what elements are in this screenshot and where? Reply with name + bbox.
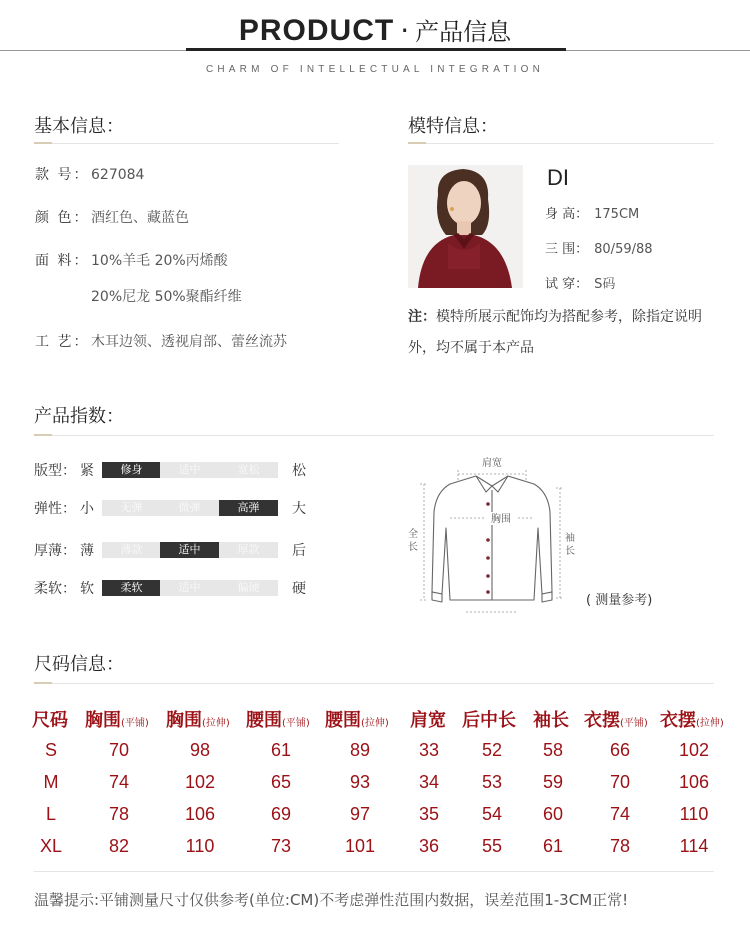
size-header bbox=[660, 706, 724, 732]
size-value-cell: 33 bbox=[418, 740, 440, 760]
diagram-length-label: 全长 bbox=[408, 529, 418, 553]
size-header-main: 袖长 bbox=[533, 710, 569, 731]
index-option: 适中 bbox=[160, 580, 219, 596]
fabric-label: 面 料： bbox=[35, 253, 90, 269]
index-option: 微弹 bbox=[160, 500, 219, 516]
model-height-row bbox=[545, 203, 639, 222]
index-option: 适中 bbox=[160, 462, 219, 478]
size-value-cell: 65 bbox=[270, 772, 292, 792]
model-tryon-label: 试 穿： bbox=[545, 277, 589, 292]
size-value-cell: 34 bbox=[418, 772, 440, 792]
size-header bbox=[584, 706, 648, 732]
model-measure-label: 三 围： bbox=[545, 242, 589, 257]
index-high-label: 松 bbox=[292, 463, 306, 479]
index-option-selected: 柔软 bbox=[102, 580, 161, 596]
color-value: 酒红色、藏蓝色 bbox=[91, 210, 189, 226]
title-cn: 产品信息 bbox=[415, 18, 512, 46]
craft-value: 木耳边领、透视肩部、蕾丝流苏 bbox=[91, 334, 287, 350]
size-value-cell: 70 bbox=[609, 772, 631, 792]
header-underline bbox=[186, 48, 566, 51]
shirt-measure-diagram bbox=[402, 452, 582, 632]
index-row bbox=[34, 498, 314, 518]
header-divider-left bbox=[0, 50, 186, 51]
model-photo bbox=[408, 165, 523, 288]
size-value-cell: 69 bbox=[270, 804, 292, 824]
size-header-main: 腰围 bbox=[246, 710, 282, 731]
size-header-main: 后中长 bbox=[462, 710, 516, 731]
basic-info-title: 基本信息： bbox=[34, 116, 124, 137]
size-header bbox=[462, 706, 516, 732]
index-low-label: 紧 bbox=[80, 463, 94, 479]
model-height-label: 身 高： bbox=[545, 207, 589, 222]
size-value-cell: 82 bbox=[108, 836, 130, 856]
index-option: 厚款 bbox=[219, 542, 278, 558]
size-label-cell: L bbox=[45, 804, 56, 824]
item-number-row bbox=[35, 164, 144, 184]
size-header bbox=[533, 706, 569, 732]
size-value-cell: 114 bbox=[679, 836, 709, 856]
size-value-cell: 59 bbox=[542, 772, 564, 792]
color-label: 颜 色： bbox=[35, 210, 90, 226]
size-header bbox=[410, 706, 446, 732]
size-value-cell: 74 bbox=[108, 772, 130, 792]
index-row bbox=[34, 540, 314, 560]
size-value-cell: 97 bbox=[349, 804, 371, 824]
model-measure-value: 80/59/88 bbox=[594, 242, 653, 257]
index-high-label: 大 bbox=[292, 501, 306, 517]
size-label-cell: XL bbox=[39, 836, 63, 856]
size-label-cell: S bbox=[44, 740, 57, 760]
size-value-cell: 73 bbox=[270, 836, 292, 856]
note-text: 模特所展示配饰均为搭配参考，除指定说明外，均不属于本产品 bbox=[408, 309, 702, 356]
size-header bbox=[246, 706, 310, 732]
index-option: 薄款 bbox=[102, 542, 161, 558]
model-measure-row bbox=[545, 238, 653, 257]
index-low-label: 小 bbox=[80, 501, 94, 517]
product-index-title: 产品指数： bbox=[34, 406, 124, 427]
size-value-cell: 98 bbox=[189, 740, 211, 760]
size-header-main: 腰围 bbox=[325, 710, 361, 731]
index-row-label: 厚薄： bbox=[34, 543, 76, 559]
size-value-cell: 61 bbox=[270, 740, 292, 760]
item-number-value: 627084 bbox=[91, 167, 145, 183]
page-subtitle: CHARM OF INTELLECTUAL INTEGRATION bbox=[205, 64, 545, 75]
size-value-cell: 78 bbox=[609, 836, 631, 856]
index-row bbox=[34, 460, 314, 480]
header-divider-right bbox=[566, 50, 750, 51]
index-high-label: 硬 bbox=[292, 581, 306, 597]
model-info-rule bbox=[408, 143, 714, 144]
size-header-main: 衣摆 bbox=[584, 710, 620, 731]
color-row bbox=[35, 207, 189, 227]
size-value-cell: 102 bbox=[184, 772, 216, 792]
index-low-label: 软 bbox=[80, 581, 94, 597]
index-row-label: 弹性： bbox=[34, 501, 76, 517]
index-option-selected: 适中 bbox=[160, 542, 219, 558]
diagram-shoulder-label: 肩宽 bbox=[482, 458, 502, 469]
size-header-sub: (拉伸) bbox=[202, 718, 230, 729]
index-option-selected: 修身 bbox=[102, 462, 161, 478]
size-header-sub: (拉伸) bbox=[361, 718, 389, 729]
model-name: DI bbox=[547, 165, 569, 190]
index-row-label: 柔软： bbox=[34, 581, 76, 597]
size-header-sub: (平铺) bbox=[620, 718, 648, 729]
size-value-cell: 54 bbox=[481, 804, 503, 824]
model-tryon-value: S码 bbox=[594, 277, 616, 292]
size-header-main: 衣摆 bbox=[660, 710, 696, 731]
size-header-sub: (拉伸) bbox=[696, 718, 724, 729]
index-row-label: 版型： bbox=[34, 463, 76, 479]
size-header-main: 尺码 bbox=[32, 710, 68, 731]
size-value-cell: 36 bbox=[418, 836, 440, 856]
index-high-label: 后 bbox=[292, 543, 306, 559]
size-table-rule bbox=[34, 871, 714, 872]
page-header bbox=[0, 0, 750, 90]
size-value-cell: 66 bbox=[609, 740, 631, 760]
fabric-row-2 bbox=[91, 286, 242, 306]
index-row bbox=[34, 578, 314, 598]
note-label: 注： bbox=[408, 309, 436, 325]
size-value-cell: 102 bbox=[678, 740, 710, 760]
fabric-row bbox=[35, 250, 228, 270]
size-value-cell: 110 bbox=[679, 804, 709, 824]
size-value-cell: 52 bbox=[481, 740, 503, 760]
size-value-cell: 106 bbox=[678, 772, 710, 792]
size-value-cell: 78 bbox=[108, 804, 130, 824]
size-value-cell: 58 bbox=[542, 740, 564, 760]
fabric-value-1: 10%羊毛 20%丙烯酸 bbox=[91, 253, 228, 269]
index-option-selected: 高弹 bbox=[219, 500, 278, 516]
index-low-label: 薄 bbox=[80, 543, 94, 559]
index-option: 偏硬 bbox=[219, 580, 278, 596]
size-value-cell: 70 bbox=[108, 740, 130, 760]
size-value-cell: 93 bbox=[349, 772, 371, 792]
index-option: 宽松 bbox=[219, 462, 278, 478]
craft-label: 工 艺： bbox=[35, 334, 90, 350]
index-option: 无弹 bbox=[102, 500, 161, 516]
size-header-main: 胸围 bbox=[166, 710, 202, 731]
size-value-cell: 35 bbox=[418, 804, 440, 824]
size-value-cell: 74 bbox=[609, 804, 631, 824]
model-tryon-row bbox=[545, 273, 615, 292]
size-value-cell: 89 bbox=[349, 740, 371, 760]
size-value-cell: 61 bbox=[542, 836, 564, 856]
model-info-title: 模特信息： bbox=[408, 116, 498, 137]
size-value-cell: 101 bbox=[344, 836, 376, 856]
size-info-rule bbox=[34, 683, 714, 684]
measure-reference: ( 测量参考) bbox=[586, 593, 653, 608]
title-separator: · bbox=[400, 14, 410, 47]
basic-info-rule bbox=[34, 143, 339, 144]
size-header bbox=[325, 706, 389, 732]
size-header-sub: (平铺) bbox=[121, 718, 149, 729]
fabric-value-2: 20%尼龙 50%聚酯纤维 bbox=[91, 289, 242, 305]
title-en: PRODUCT bbox=[238, 14, 395, 47]
size-header bbox=[85, 706, 149, 732]
size-header bbox=[166, 706, 230, 732]
diagram-sleeve-label: 袖长 bbox=[565, 533, 575, 557]
size-value-cell: 110 bbox=[185, 836, 215, 856]
size-value-cell: 55 bbox=[481, 836, 503, 856]
product-index-rule bbox=[34, 435, 714, 436]
size-header bbox=[32, 706, 68, 732]
page-title bbox=[0, 12, 750, 48]
model-note bbox=[408, 302, 716, 364]
size-info-title: 尺码信息： bbox=[34, 654, 124, 675]
size-value-cell: 106 bbox=[184, 804, 216, 824]
craft-row bbox=[35, 331, 287, 351]
size-label-cell: M bbox=[43, 772, 59, 792]
size-header-main: 胸围 bbox=[85, 710, 121, 731]
item-number-label: 款 号： bbox=[35, 167, 90, 183]
size-value-cell: 60 bbox=[542, 804, 564, 824]
diagram-chest-label: 胸围 bbox=[491, 514, 511, 525]
model-height-value: 175CM bbox=[594, 207, 640, 222]
size-tip: 温馨提示:平铺测量尺寸仅供参考(单位:CM)不考虑弹性范围内数据，误差范围1-3CM正常! bbox=[34, 891, 629, 909]
size-header-main: 肩宽 bbox=[410, 710, 446, 731]
size-header-sub: (平铺) bbox=[282, 718, 310, 729]
size-value-cell: 53 bbox=[481, 772, 503, 792]
